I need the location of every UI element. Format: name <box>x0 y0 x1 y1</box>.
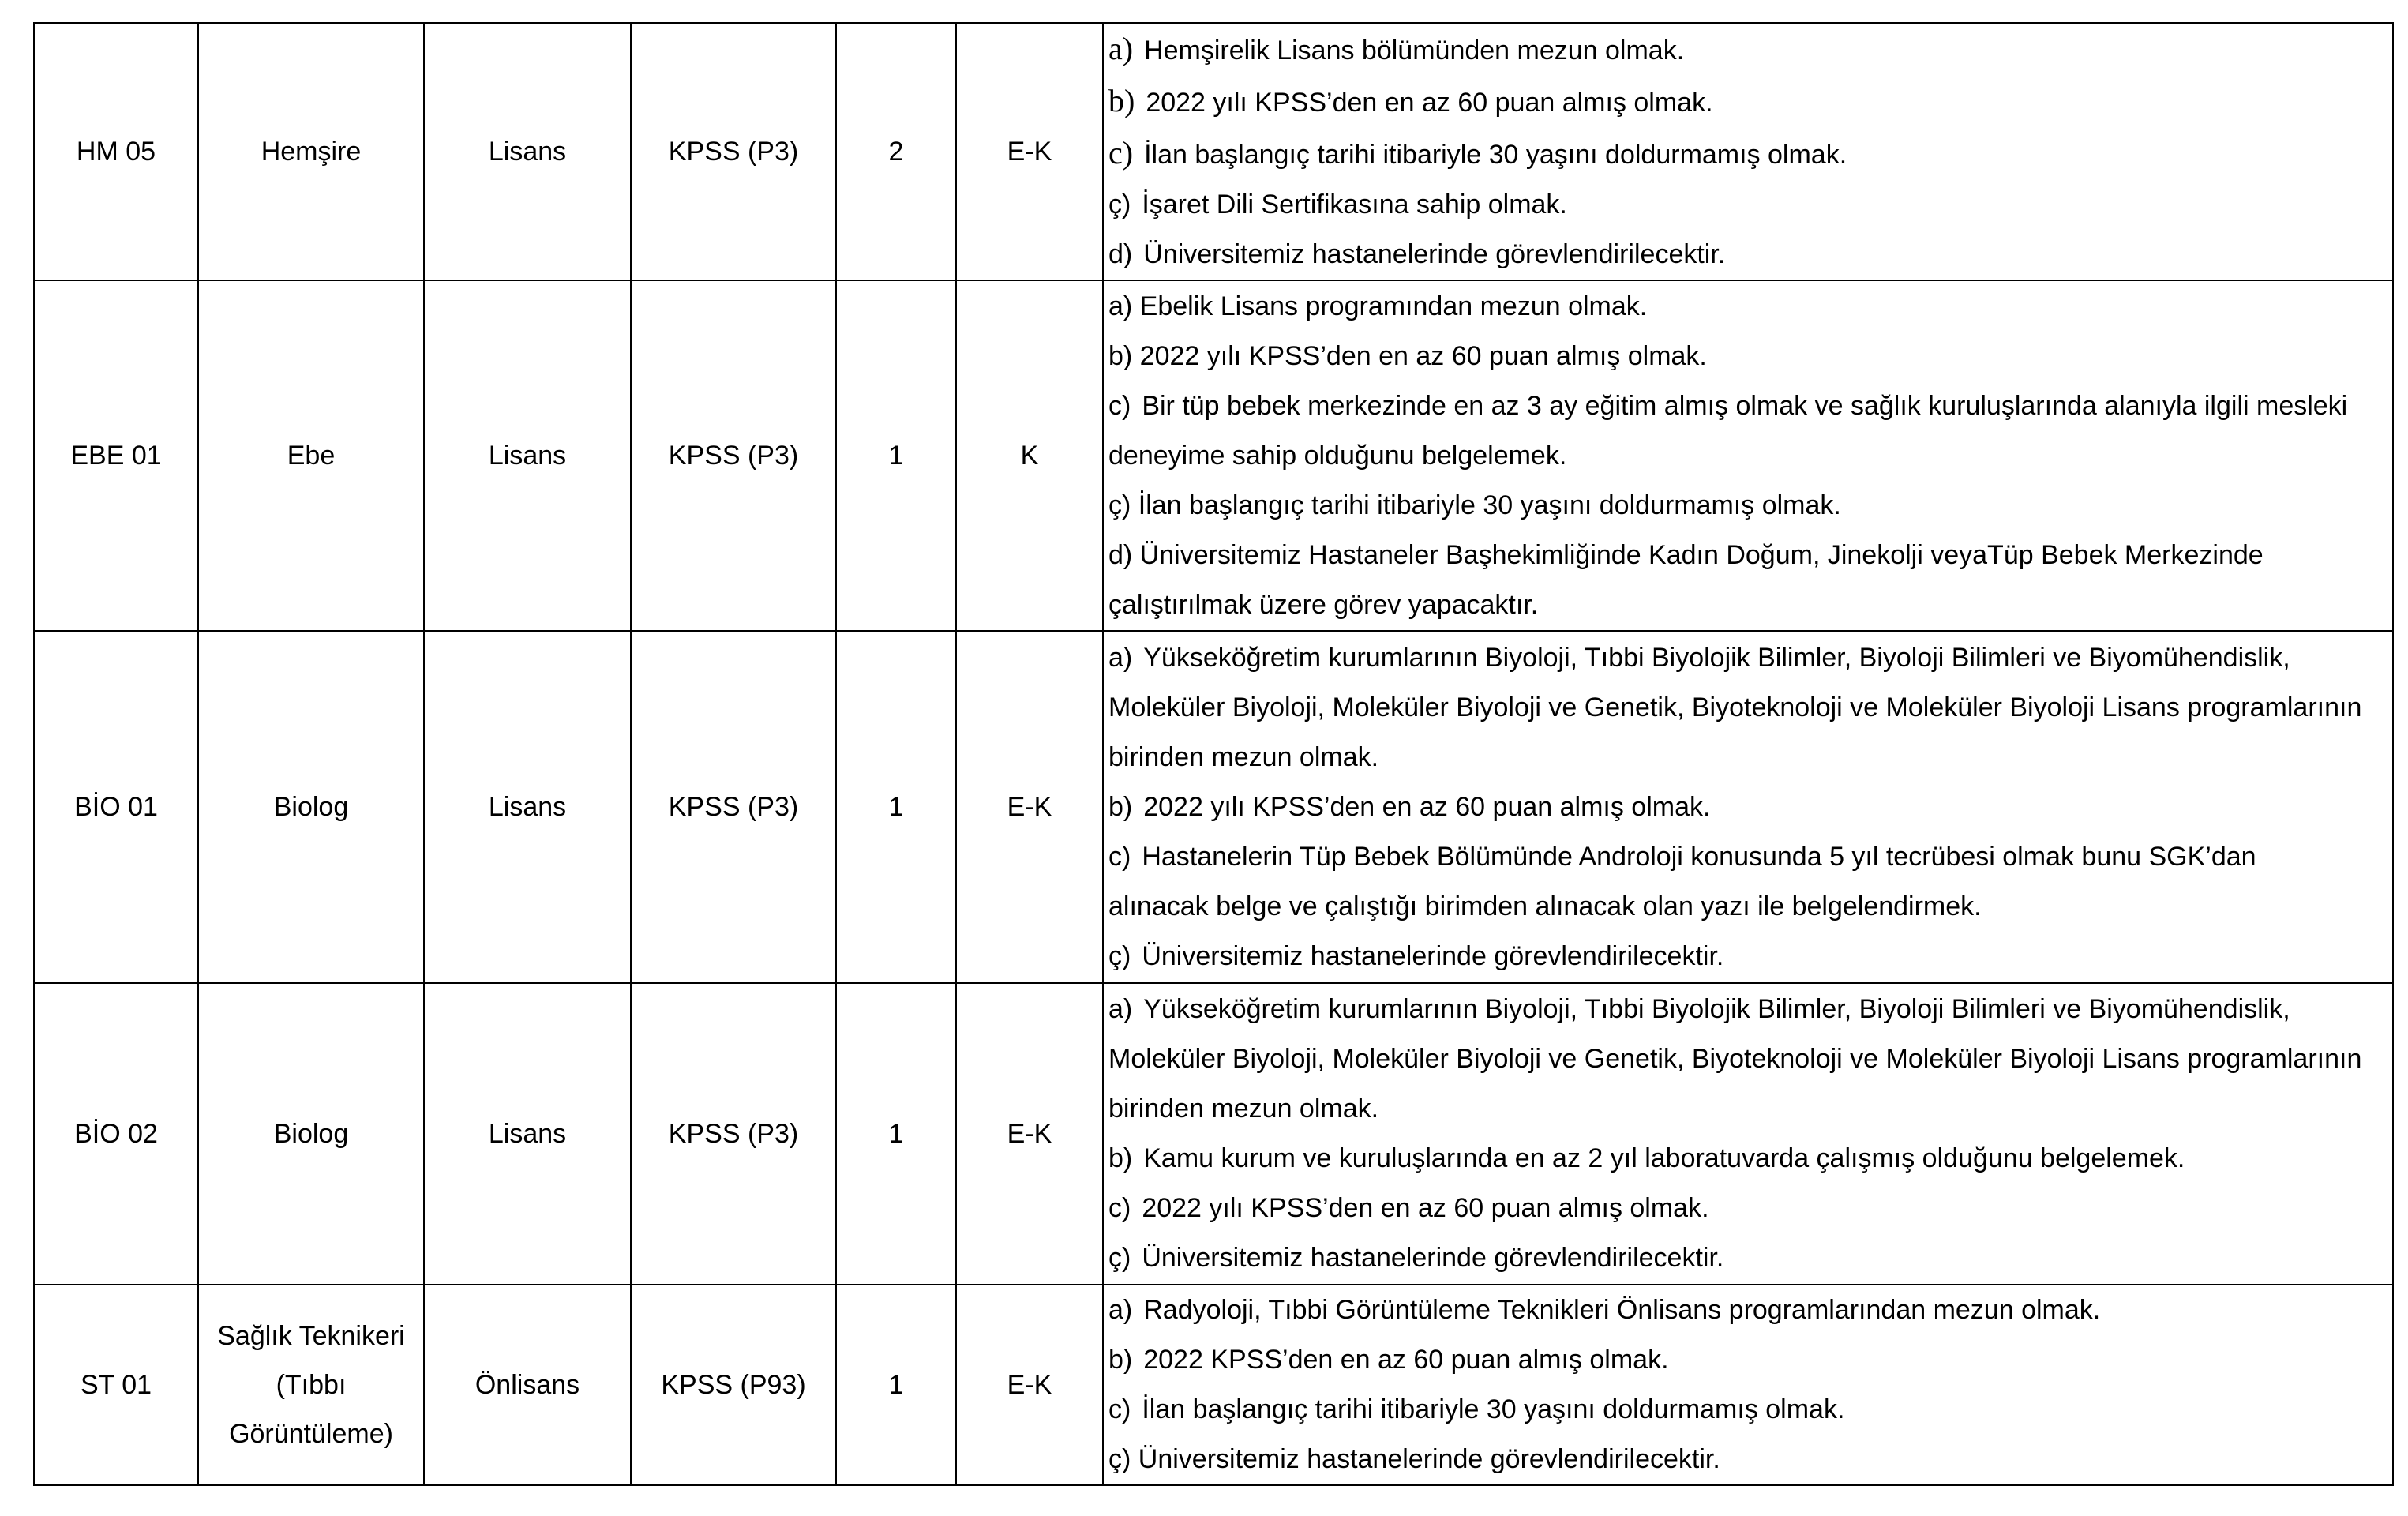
requirement-line <box>1108 531 2389 580</box>
position-code-cell <box>34 280 198 631</box>
exam-type-text: KPSS (P3) <box>668 1118 799 1149</box>
requirement-marker: b) <box>1108 1345 1133 1375</box>
gender-cell <box>956 983 1103 1285</box>
requirement-line <box>1108 1134 2389 1184</box>
table-row <box>34 1285 2393 1485</box>
requirement-text: çalıştırılmak üzere görev yapacaktır. <box>1108 589 1539 620</box>
position-code-text: HM 05 <box>76 136 156 167</box>
requirement-line <box>1108 985 2389 1034</box>
education-level-text: Lisans <box>488 136 567 167</box>
requirement-marker: ç) <box>1108 940 1131 971</box>
requirement-line <box>1108 932 2389 981</box>
requirement-marker: c) <box>1108 841 1131 872</box>
exam-type-text: KPSS (P3) <box>668 440 799 471</box>
requirement-text: 2022 yılı KPSS’den en az 60 puan almış olmak. <box>1146 88 1713 118</box>
requirement-text: Hastanelerin Tüp Bebek Bölümünde Androloji konusunda 5 yıl tecrübesi olmak bunu SGK’dan <box>1142 841 2256 872</box>
position-count-cell <box>836 280 956 631</box>
requirement-marker: ç) <box>1108 190 1131 220</box>
gender-text: E-K <box>1007 1118 1052 1149</box>
exam-type-cell <box>631 1285 836 1485</box>
table-row <box>34 631 2393 983</box>
gender-cell <box>956 23 1103 280</box>
requirement-line <box>1108 1084 2389 1134</box>
requirement-text: alınacak belge ve çalıştığı birimden alınacak olan yazı ile belgelendirmek. <box>1108 891 1982 921</box>
position-count-text: 1 <box>888 1369 904 1400</box>
position-title-line: (Tıbbı <box>276 1370 347 1400</box>
requirement-line <box>1108 1435 2389 1484</box>
requirements-cell <box>1103 983 2393 1285</box>
requirement-line <box>1108 76 2389 128</box>
requirement-marker: a) <box>1108 1295 1133 1325</box>
position-code-text: ST 01 <box>80 1369 152 1400</box>
position-count-text: 2 <box>888 136 904 167</box>
requirement-text: Bir tüp bebek merkezinde en az 3 ay eğitim almış olmak ve sağlık kuruluşlarında alanıyla ilgili mesleki <box>1142 390 2348 421</box>
position-code-text: EBE 01 <box>70 440 162 471</box>
requirements-cell <box>1103 1285 2393 1485</box>
position-count-cell <box>836 631 956 983</box>
requirement-line <box>1108 24 2389 76</box>
position-title-line: Sağlık Teknikeri <box>217 1321 405 1351</box>
requirement-line <box>1108 882 2389 932</box>
requirement-marker: c) <box>1108 135 1134 171</box>
table-row <box>34 23 2393 280</box>
requirement-line <box>1108 381 2389 431</box>
requirement-text: Radyoloji, Tıbbi Görüntüleme Teknikleri Önlisans programlarından mezun olmak. <box>1143 1295 2101 1325</box>
requirement-line <box>1108 128 2389 180</box>
requirement-line <box>1108 733 2389 782</box>
table-row <box>34 280 2393 631</box>
requirement-marker: a) <box>1108 31 1134 66</box>
gender-text: E-K <box>1007 1369 1052 1400</box>
position-count-cell <box>836 23 956 280</box>
requirement-line <box>1108 1285 2389 1335</box>
requirement-text: Kamu kurum ve kuruluşlarında en az 2 yıl laboratuvarda çalışmış olduğunu belgelemek. <box>1143 1143 2185 1173</box>
position-count-text: 1 <box>888 440 904 471</box>
requirement-line <box>1108 481 2389 531</box>
requirement-line <box>1108 683 2389 733</box>
requirement-text: Hemşirelik Lisans bölümünden mezun olmak. <box>1144 36 1685 66</box>
requirement-text: Yükseköğretim kurumlarının Biyoloji, Tıbbi Biyolojik Bilimler, Biyoloji Bilimleri ve Biyomühendislik, <box>1143 994 2290 1024</box>
requirement-text: İlan başlangıç tarihi itibariyle 30 yaşını doldurmamış olmak. <box>1144 140 1847 170</box>
requirement-line <box>1108 633 2389 683</box>
requirement-marker: b) <box>1108 791 1133 822</box>
requirement-text: ç) İlan başlangıç tarihi itibariyle 30 yaşını doldurmamış olmak. <box>1108 490 1841 520</box>
requirement-text: Üniversitemiz hastanelerinde görevlendirilecektir. <box>1142 940 1724 971</box>
requirement-line <box>1108 230 2389 280</box>
requirement-marker: ç) <box>1108 1243 1131 1273</box>
requirements-cell <box>1103 280 2393 631</box>
requirement-line <box>1108 431 2389 481</box>
education-level-cell <box>424 1285 631 1485</box>
education-level-text: Lisans <box>488 440 567 471</box>
gender-text: E-K <box>1007 136 1052 167</box>
exam-type-cell <box>631 631 836 983</box>
requirement-line <box>1108 1233 2389 1283</box>
exam-type-text: KPSS (P3) <box>668 136 799 167</box>
requirement-line <box>1108 580 2389 630</box>
requirement-text: İşaret Dili Sertifikasına sahip olmak. <box>1142 190 1567 220</box>
table-row <box>34 983 2393 1285</box>
requirement-text: birinden mezun olmak. <box>1108 1094 1379 1124</box>
requirement-text: deneyime sahip olduğunu belgelemek. <box>1108 440 1567 471</box>
education-level-cell <box>424 631 631 983</box>
education-level-cell <box>424 983 631 1285</box>
requirement-marker: b) <box>1108 83 1135 118</box>
position-title-cell <box>198 1285 424 1485</box>
gender-text: E-K <box>1007 791 1052 822</box>
requirement-line <box>1108 1034 2389 1084</box>
requirement-text: Üniversitemiz hastanelerinde görevlendirilecektir. <box>1143 239 1726 269</box>
education-level-cell <box>424 23 631 280</box>
requirement-line <box>1108 1184 2389 1233</box>
requirement-line <box>1108 1335 2389 1385</box>
position-count-text: 1 <box>888 1118 904 1149</box>
gender-cell <box>956 1285 1103 1485</box>
requirement-marker: a) <box>1108 642 1133 673</box>
position-table <box>33 22 2394 1486</box>
position-title-line: Biolog <box>273 1119 349 1149</box>
position-code-text: BİO 02 <box>74 1118 158 1149</box>
position-title-cell <box>198 280 424 631</box>
position-count-cell <box>836 1285 956 1485</box>
position-code-cell <box>34 983 198 1285</box>
position-code-cell <box>34 23 198 280</box>
position-count-cell <box>836 983 956 1285</box>
position-title-line: Hemşire <box>261 137 362 167</box>
requirement-text: 2022 KPSS’den en az 60 puan almış olmak. <box>1143 1345 1669 1375</box>
requirement-text: 2022 yılı KPSS’den en az 60 puan almış olmak. <box>1142 1193 1709 1223</box>
requirement-line <box>1108 1385 2389 1435</box>
requirement-text: Moleküler Biyoloji, Moleküler Biyoloji ve Genetik, Biyoteknoloji ve Moleküler Biyoloji Lisans programlarının <box>1108 1044 2362 1074</box>
exam-type-text: KPSS (P3) <box>668 791 799 822</box>
position-title-line: Ebe <box>287 441 336 471</box>
position-code-text: BİO 01 <box>74 791 158 822</box>
requirement-text: a) Ebelik Lisans programından mezun olmak. <box>1108 291 1648 321</box>
requirement-line <box>1108 782 2389 832</box>
position-title-line: Görüntüleme) <box>229 1419 393 1449</box>
exam-type-cell <box>631 23 836 280</box>
requirements-cell <box>1103 631 2393 983</box>
requirement-marker: c) <box>1108 1394 1131 1424</box>
exam-type-cell <box>631 280 836 631</box>
table-body <box>34 23 2393 1485</box>
gender-text: K <box>1020 440 1039 471</box>
requirement-line <box>1108 180 2389 230</box>
requirement-marker: d) <box>1108 239 1133 269</box>
requirement-marker: c) <box>1108 390 1131 421</box>
requirements-cell <box>1103 23 2393 280</box>
education-level-text: Lisans <box>488 1118 567 1149</box>
requirement-marker: b) <box>1108 1143 1133 1173</box>
requirement-text: Üniversitemiz hastanelerinde görevlendirilecektir. <box>1142 1243 1724 1273</box>
requirement-text: Moleküler Biyoloji, Moleküler Biyoloji ve Genetik, Biyoteknoloji ve Moleküler Biyoloji Lisans programlarının <box>1108 692 2362 722</box>
requirement-text: ç) Üniversitemiz hastanelerinde görevlendirilecektir. <box>1108 1444 1720 1474</box>
requirement-marker: a) <box>1108 994 1133 1024</box>
requirement-line <box>1108 832 2389 882</box>
requirement-line <box>1108 332 2389 381</box>
requirement-text: Yükseköğretim kurumlarının Biyoloji, Tıbbi Biyolojik Bilimler, Biyoloji Bilimleri ve Biyomühendislik, <box>1143 642 2290 673</box>
requirement-text: d) Üniversitemiz Hastaneler Başhekimliğinde Kadın Doğum, Jinekolji veyaTüp Bebek Merkezinde <box>1108 539 2264 570</box>
position-title-line: Biolog <box>273 792 349 822</box>
position-code-cell <box>34 631 198 983</box>
education-level-text: Önlisans <box>474 1369 580 1400</box>
requirement-marker: c) <box>1108 1193 1131 1223</box>
education-level-cell <box>424 280 631 631</box>
requirement-text: 2022 yılı KPSS’den en az 60 puan almış olmak. <box>1143 791 1711 822</box>
position-title-cell <box>198 23 424 280</box>
requirement-text: İlan başlangıç tarihi itibariyle 30 yaşını doldurmamış olmak. <box>1142 1394 1845 1424</box>
exam-type-cell <box>631 983 836 1285</box>
requirement-text: birinden mezun olmak. <box>1108 741 1379 772</box>
requirement-text: b) 2022 yılı KPSS’den en az 60 puan almış olmak. <box>1108 340 1707 371</box>
position-code-cell <box>34 1285 198 1485</box>
position-count-text: 1 <box>888 791 904 822</box>
gender-cell <box>956 631 1103 983</box>
exam-type-text: KPSS (P93) <box>661 1369 806 1400</box>
education-level-text: Lisans <box>488 791 567 822</box>
requirement-line <box>1108 282 2389 332</box>
position-title-cell <box>198 983 424 1285</box>
gender-cell <box>956 280 1103 631</box>
position-title-cell <box>198 631 424 983</box>
